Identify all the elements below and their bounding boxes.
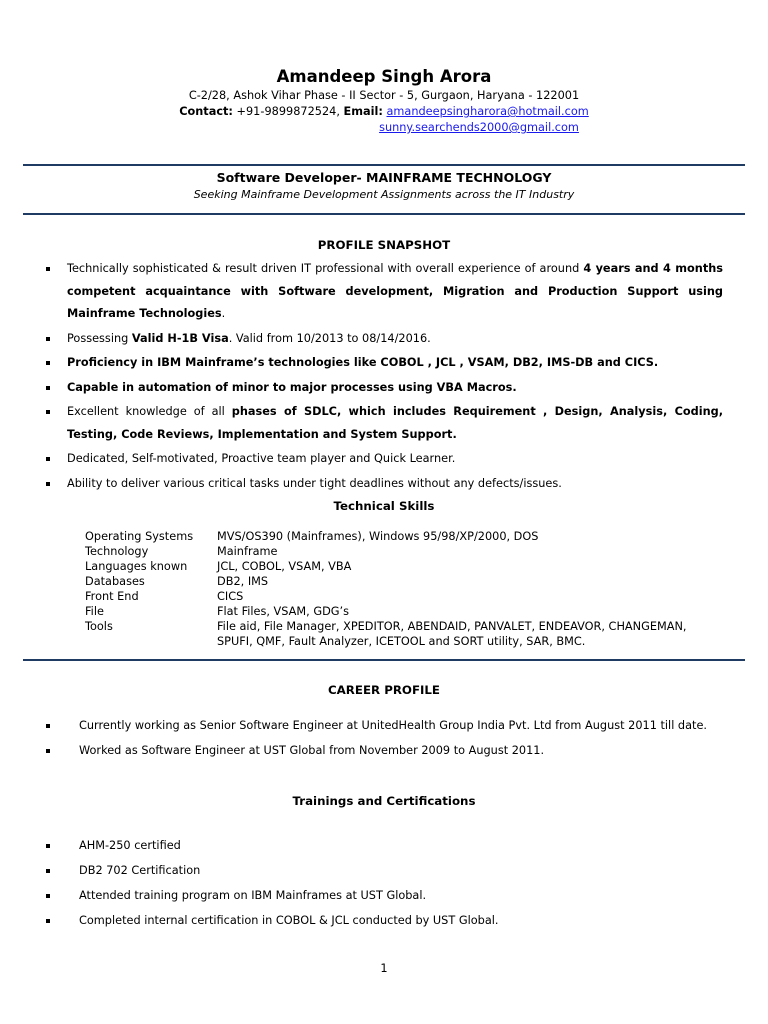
email-link-secondary[interactable]: sunny.searchends2000@gmail.com — [379, 121, 579, 134]
bullet-icon — [46, 386, 50, 390]
bullet-icon — [46, 410, 50, 414]
bullet-icon — [46, 869, 50, 873]
phone-number: +91-9899872524, — [236, 105, 340, 118]
career-profile-list — [79, 718, 759, 759]
profile-snapshot-list — [67, 258, 723, 495]
divider-rule — [23, 164, 745, 166]
objective-block — [0, 169, 768, 203]
list-item: Capable in automation of minor to major processes using VBA Macros. — [67, 377, 723, 400]
table-row: Front End CICS — [85, 590, 244, 603]
profile-snapshot-heading: PROFILE SNAPSHOT — [317, 238, 451, 252]
page-number: 1 — [380, 962, 388, 975]
role-title: Software Developer- MAINFRAME TECHNOLOGY — [216, 170, 552, 185]
career-tagline: Seeking Mainframe Development Assignments across the IT Industry — [193, 188, 575, 201]
list-item: Ability to deliver various critical tasks under tight deadlines without any defects/issues. — [67, 473, 723, 496]
bullet-icon — [46, 457, 50, 461]
divider-rule — [23, 659, 745, 661]
bullet-icon — [46, 724, 50, 728]
list-item: Worked as Software Engineer at UST Global from November 2009 to August 2011. — [79, 743, 759, 759]
bullet-icon — [46, 919, 50, 923]
trainings-heading: Trainings and Certifications — [292, 794, 476, 808]
technical-skills-heading: Technical Skills — [333, 499, 435, 513]
bullet-icon — [46, 361, 50, 365]
resume-header — [0, 66, 768, 136]
list-item: DB2 702 Certification — [79, 863, 759, 879]
list-item: Attended training program on IBM Mainframes at UST Global. — [79, 888, 759, 904]
bullet-icon — [46, 844, 50, 848]
email-row-secondary — [0, 120, 768, 136]
contact-label: Contact: — [179, 105, 233, 118]
table-row: Operating Systems MVS/OS390 (Mainframes), Windows 95/98/XP/2000, DOS — [85, 530, 539, 543]
address: C-2/28, Ashok Vihar Phase - II Sector - 5, Gurgaon, Haryana - 122001 — [188, 89, 580, 102]
email-link-primary[interactable]: amandeepsingharora@hotmail.com — [386, 105, 589, 118]
table-row: Databases DB2, IMS — [85, 575, 269, 588]
list-item: AHM-250 certified — [79, 838, 759, 854]
email-label: Email: — [343, 105, 383, 118]
list-item: Completed internal certification in COBOL & JCL conducted by UST Global. — [79, 913, 759, 929]
technical-skills-table — [85, 529, 687, 649]
table-row: Technology Mainframe — [85, 545, 278, 558]
bullet-icon — [46, 482, 50, 486]
bullet-icon — [46, 894, 50, 898]
list-item: Dedicated, Self-motivated, Proactive team player and Quick Learner. — [67, 448, 723, 471]
table-row: File Flat Files, VSAM, GDG’s — [85, 605, 349, 618]
list-item: Excellent knowledge of all phases of SDLC, which includes Requirement , Design, Analysis, Coding, Testing, Code Reviews, Implementation and System Support. — [67, 401, 723, 446]
bullet-icon — [46, 337, 50, 341]
trainings-list — [79, 838, 759, 929]
list-item: Proficiency in IBM Mainframe’s technologies like COBOL , JCL , VSAM, DB2, IMS-DB and CICS. — [67, 352, 723, 375]
bullet-icon — [46, 267, 50, 271]
list-item: Currently working as Senior Software Engineer at UnitedHealth Group India Pvt. Ltd from August 2011 till date. — [79, 718, 759, 734]
table-row: Tools File aid, File Manager, XPEDITOR, ABENDAID, PANVALET, ENDEAVOR, CHANGEMAN, SPUFI, QMF, Fault Analyzer, ICETOOL and SORT utility, SAR, BMC. — [85, 620, 687, 648]
table-row: Languages known JCL, COBOL, VSAM, VBA — [85, 560, 352, 573]
divider-rule — [23, 213, 745, 215]
contact-line — [0, 104, 768, 120]
candidate-name: Amandeep Singh Arora — [276, 67, 492, 86]
bullet-icon — [46, 749, 50, 753]
list-item: Technically sophisticated & result driven IT professional with overall experience of around 4 years and 4 months competent acquaintance with Software development, Migration and Production Support using Mainframe Technologies. — [67, 258, 723, 326]
career-profile-heading: CAREER PROFILE — [328, 683, 440, 697]
list-item: Possessing Valid H-1B Visa. Valid from 10/2013 to 08/14/2016. — [67, 328, 723, 351]
